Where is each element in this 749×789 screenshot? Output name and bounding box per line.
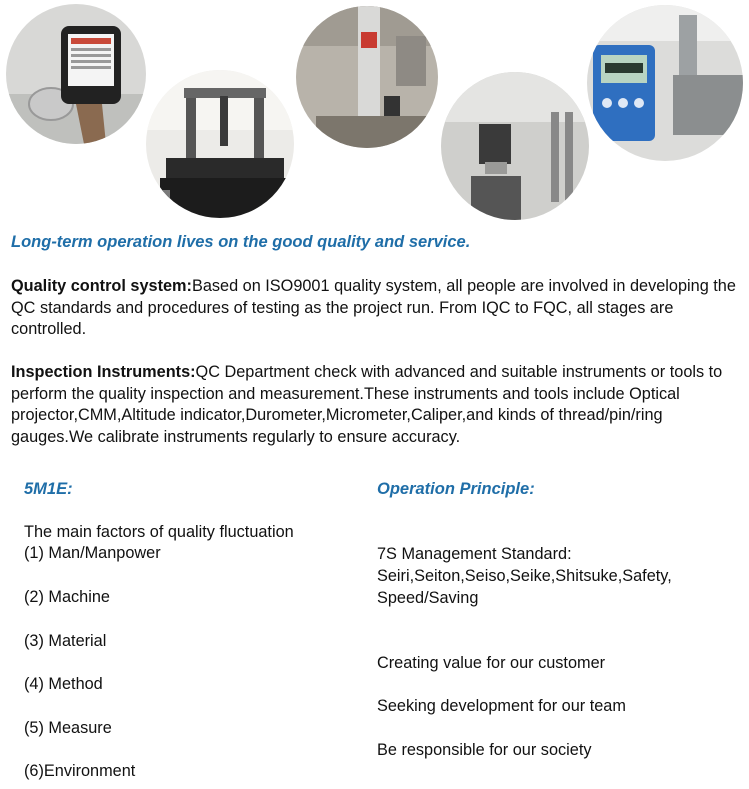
principle-item: Seeking development for our team [377,697,626,715]
inspection-label: Inspection Instruments: [11,363,196,381]
photo-handheld-tester [6,4,146,144]
photo-durometer [441,72,589,220]
operation-principle-title: Operation Principle: [377,480,535,498]
quality-control-label: Quality control system: [11,277,192,295]
durometer-icon [441,72,589,220]
cmm-machine-icon [146,70,294,218]
principle-item: Be responsible for our society [377,741,592,759]
list-item: (2) Machine [24,588,110,606]
photo-strip [0,0,749,222]
five-m-one-e-title: 5M1E: [24,480,73,498]
management-standard-line: 7S Management Standard: [377,545,572,563]
inspection-paragraph [11,362,747,448]
quality-control-paragraph [11,276,747,341]
five-m-one-e-intro: The main factors of quality fluctuation [24,523,294,541]
management-standard-line: Speed/Saving [377,589,479,607]
photo-altitude-indicator [296,6,438,148]
list-item: (1) Man/Manpower [24,544,161,562]
handheld-tester-icon [6,4,146,144]
principle-item: Creating value for our customer [377,654,606,672]
photo-micrometer [587,5,743,161]
list-item: (5) Measure [24,719,112,737]
list-item: (6)Environment [24,762,136,780]
micrometer-icon [587,5,743,161]
tagline: Long-term operation lives on the good quality and service. [11,233,471,251]
altitude-indicator-icon [296,6,438,148]
photo-cmm [146,70,294,218]
management-standard-line: Seiri,Seiton,Seiso,Seike,Shitsuke,Safety, [377,567,672,585]
list-item: (3) Material [24,632,107,650]
inspection-text: QC Department check with advanced and suitable instruments or tools to perform the quality inspection and measurement.These instruments and tools include Optical projector,CMM,Altitude indicator,Durometer,Micrometer,Caliper,and kinds of thread/pin/ring gauges.We calibrate instruments regularly to ensure accuracy. [11,363,723,446]
list-item: (4) Method [24,675,103,693]
quality-control-text: Based on ISO9001 quality system, all people are involved in developing the QC standards and procedures of testing as the project run. From IQC to FQC, all stages are controlled. [11,277,736,338]
